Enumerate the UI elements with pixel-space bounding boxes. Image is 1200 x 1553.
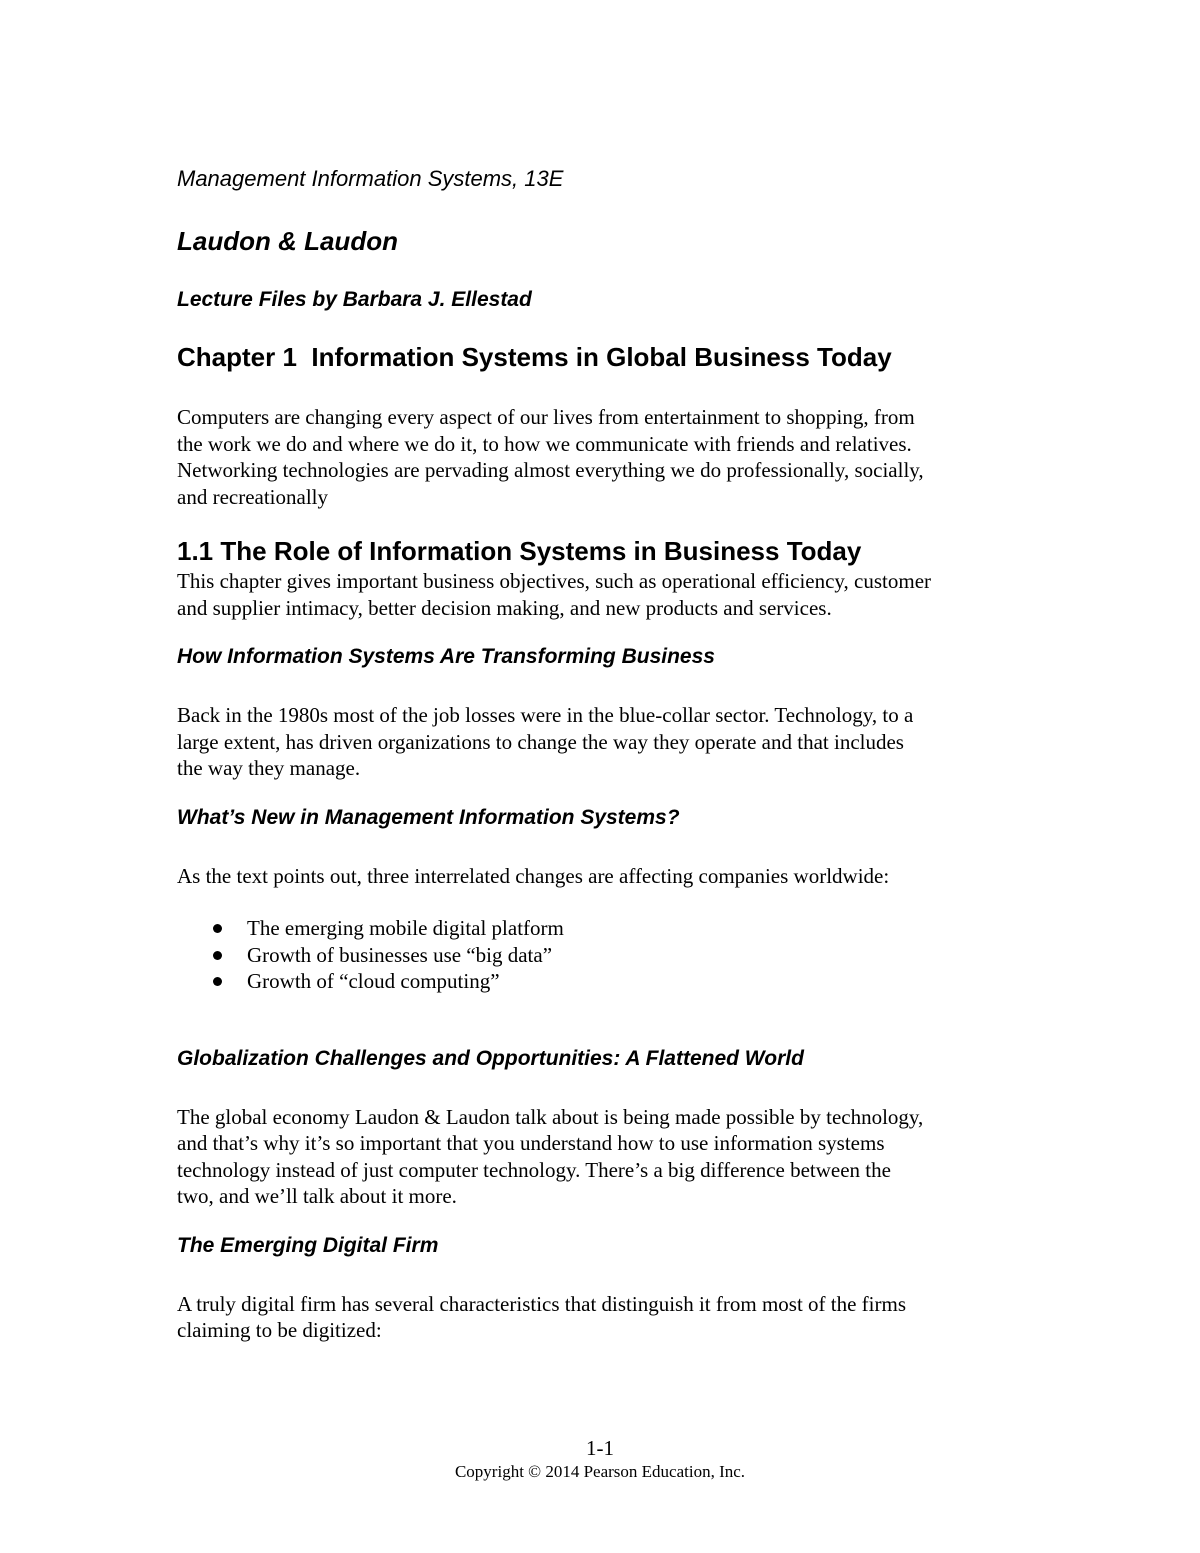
- digital-firm-paragraph: [177, 1291, 1037, 1344]
- subheading-digital-firm: The Emerging Digital Firm: [177, 1233, 439, 1257]
- text-line: large extent, has driven organizations to change the way they operate and that includes: [177, 729, 904, 754]
- text-line: and that’s why it’s so important that you understand how to use information systems: [177, 1131, 885, 1155]
- text-line: A truly digital firm has several characteristics that distinguish it from most of the firms: [177, 1291, 907, 1316]
- text-line: Computers are changing every aspect of our lives from entertainment to shopping, from: [177, 405, 915, 429]
- intro-paragraph: [177, 404, 1037, 510]
- bullet-icon: [213, 977, 222, 986]
- text-line: and recreationally: [177, 484, 328, 509]
- authors: Laudon & Laudon: [177, 226, 398, 256]
- page-content: [177, 164, 1037, 1344]
- text-line: Back in the 1980s most of the job losses were in the blue-collar sector. Technology, to a: [177, 703, 914, 727]
- chapter-title: Chapter 1 Information Systems in Global Business Today: [177, 342, 892, 372]
- text-line: This chapter gives important business objectives, such as operational efficiency, customer: [177, 569, 932, 593]
- text-line: and supplier intimacy, better decision making, and new products and services.: [177, 595, 832, 620]
- subheading-whats-new: What’s New in Management Information Systems?: [177, 805, 680, 829]
- text-line: two, and we’ll talk about it more.: [177, 1184, 457, 1208]
- list-item-text: Growth of “cloud computing”: [247, 969, 500, 993]
- list-item-text: Growth of businesses use “big data”: [247, 942, 553, 967]
- list-item: [177, 968, 1037, 995]
- subheading-globalization: Globalization Challenges and Opportunities: A Flattened World: [177, 1046, 804, 1070]
- transforming-paragraph: [177, 702, 1037, 782]
- list-item-text: The emerging mobile digital platform: [247, 916, 564, 940]
- list-item: [177, 942, 1037, 969]
- globalization-paragraph: [177, 1104, 1037, 1210]
- text-line: the way they manage.: [177, 756, 361, 780]
- subheading-transforming: How Information Systems Are Transforming Business: [177, 645, 715, 668]
- text-line: Networking technologies are pervading almost everything we do professionally, socially,: [177, 458, 924, 482]
- whats-new-paragraph: As the text points out, three interrelated changes are affecting companies worldwide:: [177, 863, 890, 888]
- section-paragraph: [177, 568, 1037, 621]
- copyright-notice: Copyright © 2014 Pearson Education, Inc.: [454, 1462, 746, 1481]
- text-line: technology instead of just computer technology. There’s a big difference between the: [177, 1157, 891, 1182]
- text-line: claiming to be digitized:: [177, 1318, 382, 1342]
- bullet-list: [177, 915, 1037, 995]
- text-line: the work we do and where we do it, to how we communicate with friends and relatives.: [177, 431, 912, 456]
- book-title: Management Information Systems, 13E: [177, 166, 564, 191]
- bullet-icon: [213, 924, 222, 933]
- bullet-icon: [213, 951, 222, 960]
- page-number: 1-1: [586, 1436, 614, 1460]
- list-item: [177, 915, 1037, 942]
- section-title: 1.1 The Role of Information Systems in Business Today: [177, 536, 862, 566]
- text-line: The global economy Laudon & Laudon talk about is being made possible by technology,: [177, 1104, 924, 1129]
- lecture-credit: Lecture Files by Barbara J. Ellestad: [177, 288, 532, 311]
